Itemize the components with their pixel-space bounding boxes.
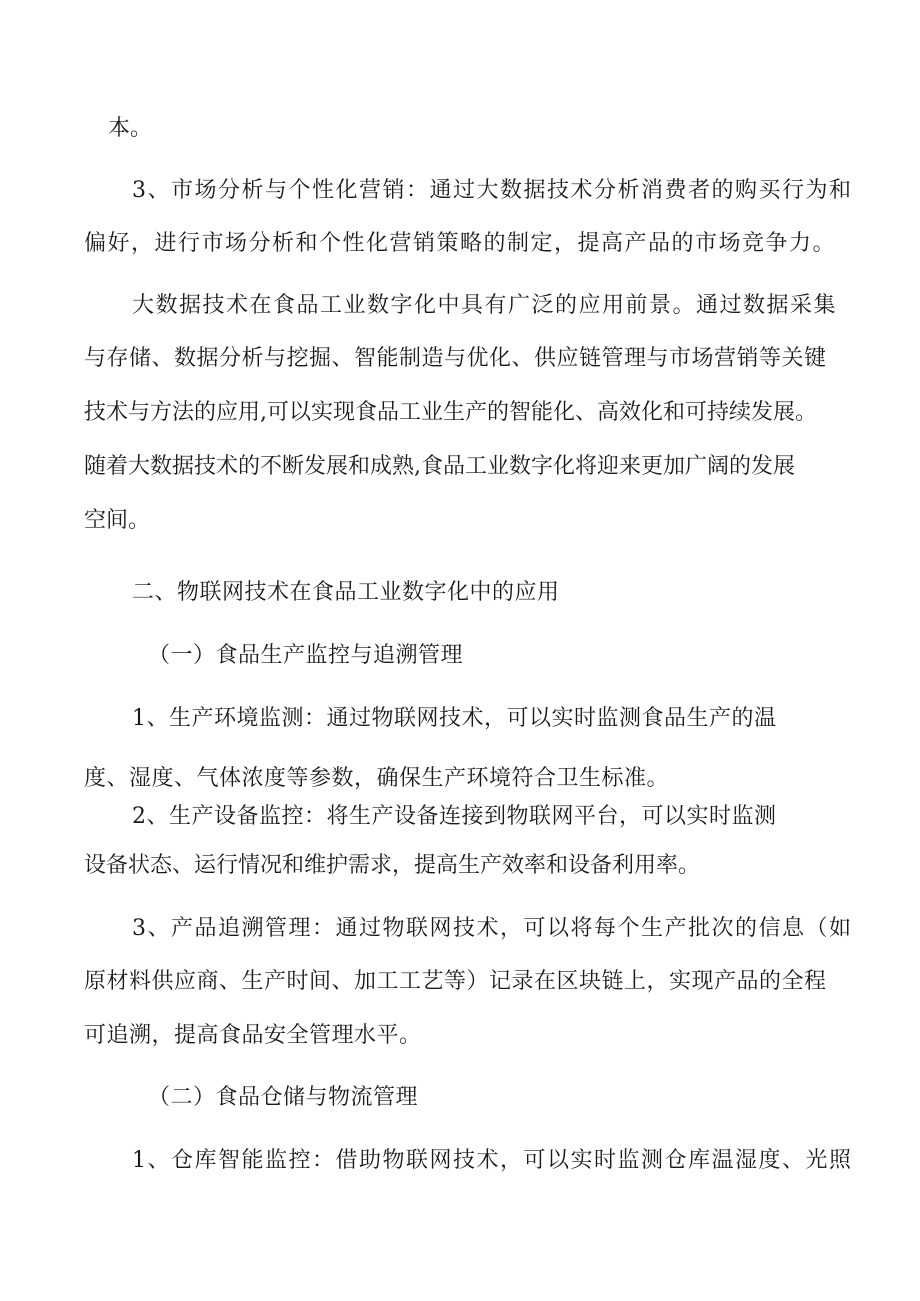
paragraph-line: 技术与方法的应用,可以实现食品工业生产的智能化、高效化和可持续发展。 xyxy=(84,400,817,425)
paragraph-line: 空间。 xyxy=(84,508,151,533)
paragraph-line: 与存储、数据分析与挖掘、智能制造与优化、供应链管理与市场营销等关键 xyxy=(84,346,827,371)
paragraph-line: 本。 xyxy=(108,116,153,141)
section-heading: 二、物联网技术在食品工业数字化中的应用 xyxy=(132,580,560,605)
paragraph-line: 偏好，进行市场分析和个性化营销策略的制定，提高产品的市场竞争力。 xyxy=(84,231,837,256)
paragraph-line: 1、仓库智能监控：借助物联网技术，可以实时监测仓库温湿度、光照 xyxy=(132,1148,853,1173)
paragraph-line: 2、生产设备监控：将生产设备连接到物联网平台，可以实时监测 xyxy=(132,804,777,829)
subsection-heading: （一）食品生产监控与追溯管理 xyxy=(148,643,464,668)
paragraph-line: 3、市场分析与个性化营销：通过大数据技术分析消费者的购买行为和 xyxy=(132,178,853,203)
paragraph-line: 可追溯，提高食品安全管理水平。 xyxy=(84,1023,422,1048)
subsection-heading: （二）食品仓储与物流管理 xyxy=(148,1085,419,1110)
paragraph-line: 3、产品追溯管理：通过物联网技术，可以将每个生产批次的信息（如 xyxy=(132,916,853,941)
paragraph-line: 设备状态、运行情况和维护需求，提高生产效率和设备利用率。 xyxy=(84,853,701,878)
paragraph-line: 度、湿度、气体浓度等参数，确保生产环境符合卫生标准。 xyxy=(84,766,670,791)
paragraph-line: 1、生产环境监测：通过物联网技术，可以实时监测食品生产的温 xyxy=(132,706,777,731)
paragraph-line: 随着大数据技术的不断发展和成熟,食品工业数字化将迎来更加广阔的发展 xyxy=(84,454,795,479)
paragraph-line: 原材料供应商、生产时间、加工工艺等）记录在区块链上，实现产品的全程 xyxy=(84,969,827,994)
paragraph-line: 大数据技术在食品工业数字化中具有广泛的应用前景。通过数据采集 xyxy=(132,293,838,318)
